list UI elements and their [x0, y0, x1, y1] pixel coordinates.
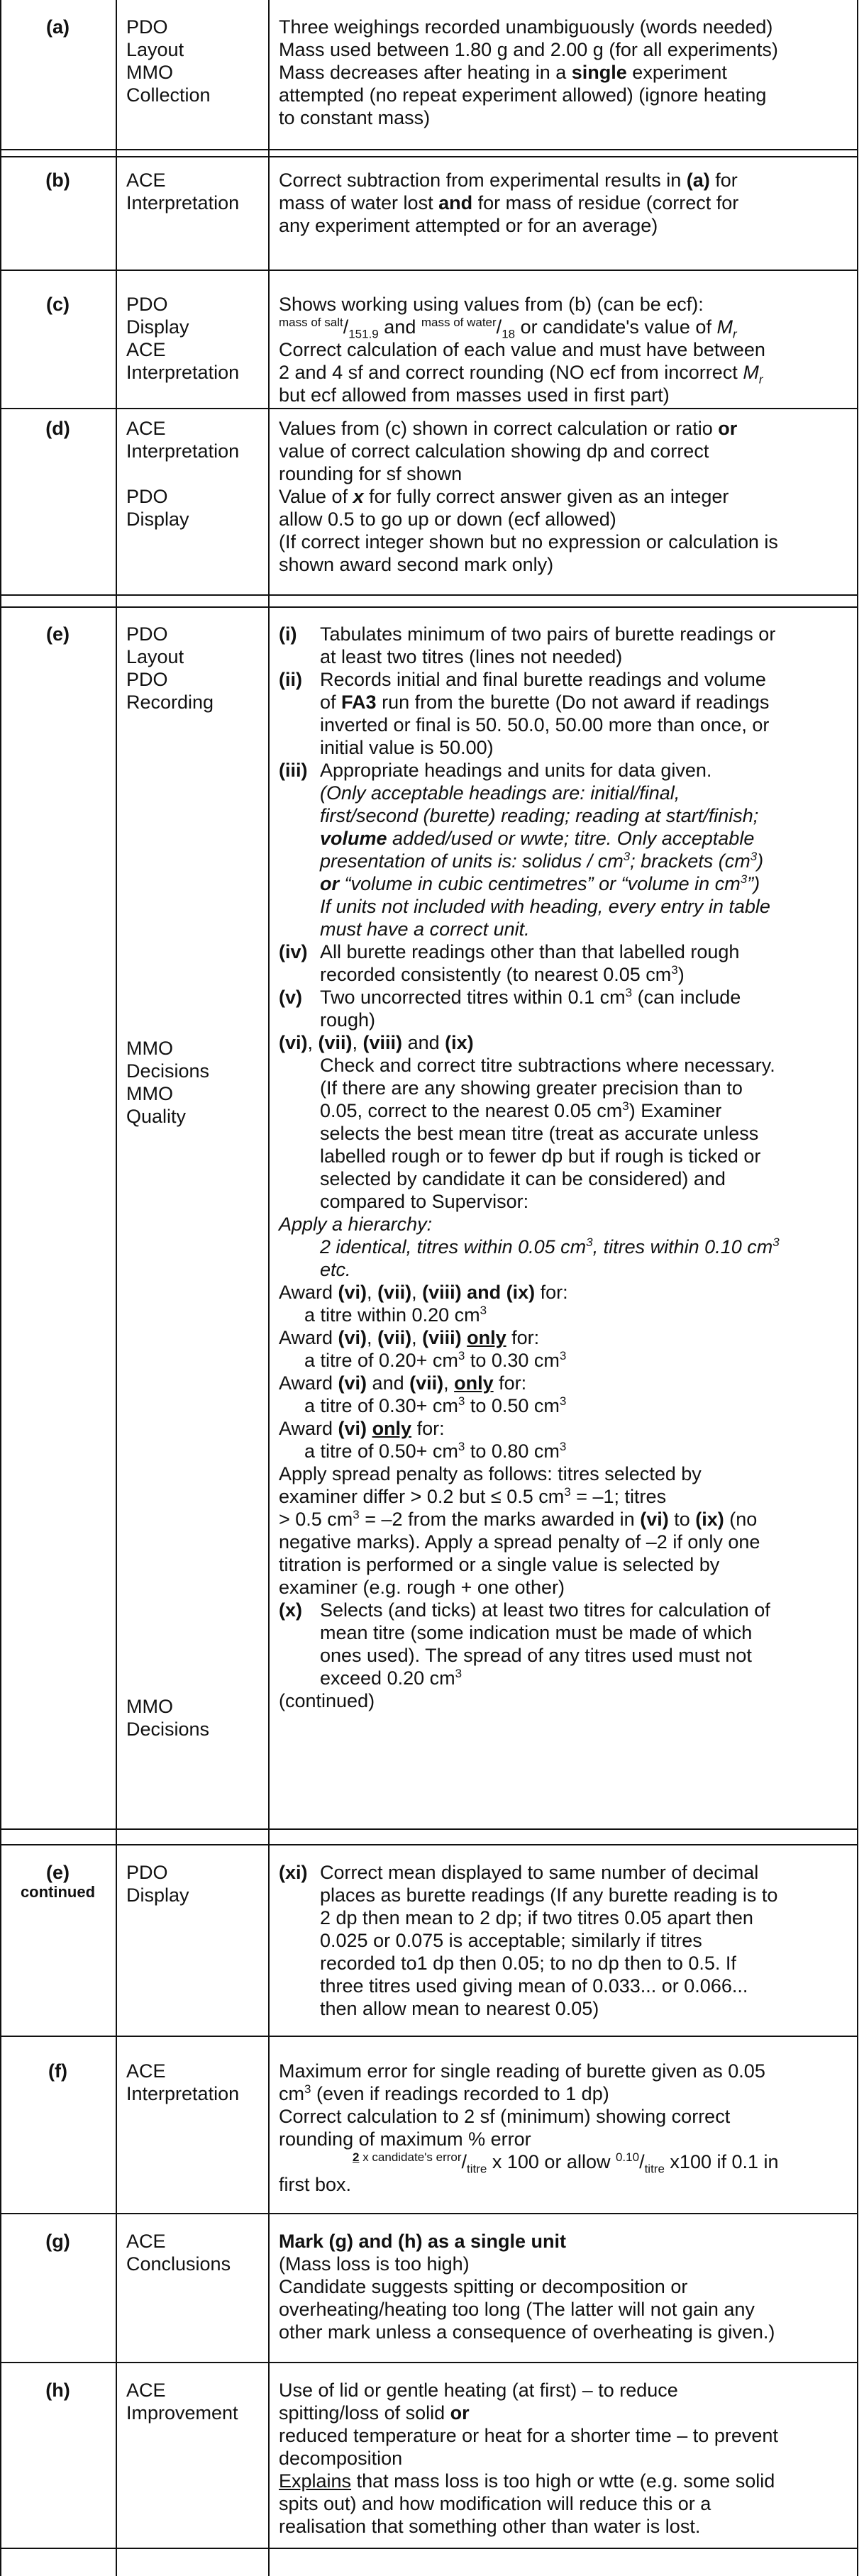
text-line: examiner differ > 0.2 but ≤ 0.5 $cm^3 = -1$; titres	[279, 1485, 667, 1507]
column-divider	[0, 0, 1, 2576]
skill: Recording	[126, 692, 214, 713]
text-line: (If correct integer shown but no expression or calculation is	[279, 531, 778, 553]
skill: Conclusions	[126, 2253, 231, 2275]
text-line: volume added/used or wwte; titre. Only acceptable	[320, 828, 755, 849]
text-line: mass of water lost and for mass of residue (correct for	[279, 192, 739, 213]
text-line: labelled rough or to fewer dp but if rough is ticked or	[320, 1145, 761, 1167]
text-line: Mass decreases after heating in a single experiment	[279, 62, 727, 83]
text-line: a titre within 0.20 $cm^3$	[304, 1304, 487, 1326]
text-line: a titre of $0.30+ cm^3$ to 0.50 $cm^3$	[304, 1394, 567, 1416]
part-label: (e)	[46, 623, 70, 645]
skill: MMO	[126, 62, 173, 83]
text-line: rounding for sf shown	[279, 463, 463, 484]
text-line: Value of x for fully correct answer given as an integer	[279, 486, 729, 507]
mark-points	[279, 16, 857, 129]
text-line: a titre of $0.20+ cm^3$ to 0.30 $cm^3$	[304, 1349, 567, 1371]
text-line: (i) Tabulates minimum of two pairs of burette readings or	[279, 623, 776, 645]
text-line: 2 dp then mean to 2 dp; if two titres 0.05 apart then	[320, 1907, 753, 1928]
text-line: (iv) All burette readings other than that labelled rough	[279, 941, 740, 962]
text-line: places as burette readings (If any burette reading is to	[320, 1884, 778, 1906]
text-line: any experiment attempted or for an average)	[279, 215, 658, 236]
skill: PDO	[126, 623, 168, 645]
text-line: (vi), (vii), (viii) and (ix)	[279, 1032, 474, 1053]
text-line: $^{mass of salt}/_{151.9}$ and $^{mass of water}/_{18}$ or candidate's value of $M_r$	[279, 316, 737, 341]
skill-list	[126, 16, 268, 106]
part-label: (c)	[46, 294, 70, 315]
row-divider	[0, 270, 858, 271]
column-divider	[268, 0, 270, 2576]
row-h	[0, 2362, 858, 2548]
text-line: (x) Selects (and ticks) at least two titres for calculation of	[279, 1599, 770, 1621]
part-label: (a)	[46, 16, 70, 38]
mark-points	[279, 623, 857, 1712]
text-line: Maximum error for single reading of burette given as 0.05	[279, 2060, 765, 2082]
text-line: first box.	[279, 2174, 352, 2195]
text-line: etc.	[320, 1259, 351, 1280]
text-line: negative marks). Apply a spread penalty of –2 if only one	[279, 1531, 760, 1553]
text-line: (iii) Appropriate headings and units for data given.	[279, 760, 712, 781]
row-divider	[0, 408, 858, 409]
text-line: If units not included with heading, every entry in table	[320, 896, 770, 917]
text-line: but ecf allowed from masses used in first part)	[279, 384, 670, 406]
text-line: attempted (no repeat experiment allowed) (ignore heating	[279, 84, 767, 106]
skill-list	[126, 1861, 268, 1906]
text-line: spits out) and how modification will reduce this or a	[279, 2493, 711, 2514]
text-line: shown award second mark only)	[279, 554, 554, 575]
text-line: or “volume in cubic centimetres” or “volume in $cm^3$”)	[320, 872, 760, 894]
column-divider	[857, 0, 858, 2576]
row-divider	[0, 1844, 858, 1845]
text-line: > 0.5 $cm^3 = -2$ from the marks awarded in (vi) to (ix) (no	[279, 1508, 758, 1530]
row-divider	[0, 2036, 858, 2037]
mark-points	[279, 2379, 857, 2538]
text-line: (xi) Correct mean displayed to same number of decimal	[279, 1862, 759, 1883]
row-divider	[0, 606, 858, 608]
text-line: reduced temperature or heat for a shorter time – to prevent	[279, 2425, 778, 2446]
text-line: presentation of units is: solidus / $cm^3$; brackets $(cm^3)$	[320, 850, 764, 872]
skill: Decisions	[126, 1719, 210, 1740]
skill-list	[126, 2230, 268, 2275]
skill-list	[126, 2379, 268, 2424]
text-line: mean titre (some indication must be made of which	[320, 1622, 753, 1643]
text-line: Apply a hierarchy:	[279, 1214, 433, 1235]
text-line: Use of lid or gentle heating (at first) – to reduce	[279, 2380, 678, 2401]
skill: Interpretation	[126, 362, 240, 383]
row-divider	[0, 594, 858, 596]
row-divider	[0, 2548, 858, 2549]
text-line: Check and correct titre subtractions where necessary.	[320, 1055, 775, 1076]
row-f	[0, 2043, 858, 2213]
text-line: compared to Supervisor:	[320, 1191, 529, 1212]
text-line: Mass used between 1.80 g and 2.00 g (for all experiments)	[279, 39, 778, 60]
row-e-continued	[0, 1844, 858, 2036]
text-line: 0.05, correct to the nearest 0.05 $cm^3$) Examiner	[320, 1099, 722, 1121]
mark-points	[279, 2230, 857, 2343]
text-line: three titres used giving mean of 0.033... or 0.066...	[320, 1975, 748, 1997]
text-line: Candidate suggests spitting or decomposition or	[279, 2276, 688, 2297]
mark-points	[279, 2060, 857, 2196]
text-line: Award (vi), (vii), (viii) only for:	[279, 1327, 540, 1348]
text-line: first/second (burette) reading; reading at start/finish;	[320, 805, 759, 826]
text-line: rounding of maximum % error	[279, 2128, 531, 2150]
text-line: (v) Two uncorrected titres within 0.1 $cm^3$ (can include	[279, 986, 741, 1008]
text-line: exceed 0.20 $cm^3$	[320, 1667, 463, 1689]
text-line: value of correct calculation showing dp and correct	[279, 440, 709, 462]
skill: ACE	[126, 170, 166, 191]
row-divider	[0, 2213, 858, 2214]
skill: PDO	[126, 16, 168, 38]
row-g	[0, 2213, 858, 2362]
row-divider	[0, 156, 858, 157]
text-line: ones used). The spread of any titres used must not	[320, 1645, 752, 1666]
skill: Interpretation	[126, 192, 240, 213]
text-line: Shows working using values from (b) (can be ecf):	[279, 294, 704, 315]
part-label: (e) continued	[20, 1862, 96, 1901]
skill-list	[126, 293, 268, 384]
text-line: overheating/heating too long (The latter will not gain any	[279, 2299, 755, 2320]
text-line: initial value is 50.00)	[320, 737, 494, 758]
text-line: recorded consistently (to nearest 0.05 $cm^3$)	[320, 963, 685, 985]
row-divider	[0, 2362, 858, 2363]
skill: MMO	[126, 1696, 173, 1717]
mark-points	[279, 169, 857, 237]
text-line: examiner (e.g. rough + one other)	[279, 1577, 565, 1598]
row-d	[0, 410, 858, 593]
text-line: (If there are any showing greater precision than to	[320, 1077, 743, 1099]
mark-points	[279, 417, 857, 576]
text-line: Award (vi), (vii), (viii) and (ix) for:	[279, 1282, 568, 1303]
skill: MMO	[126, 1083, 173, 1104]
skill: PDO	[126, 669, 168, 690]
skill: Decisions	[126, 1060, 210, 1082]
skill-list	[126, 417, 268, 531]
text-line: allow 0.5 to go up or down (ecf allowed)	[279, 509, 616, 530]
text-line: rough)	[320, 1009, 376, 1031]
skill: Interpretation	[126, 440, 240, 462]
text-line: a titre of $0.50+ cm^3$ to 0.80 $cm^3$	[304, 1440, 567, 1462]
skill: Layout	[126, 39, 184, 60]
text-line: 0.025 or 0.075 is acceptable; similarly if titres	[320, 1930, 702, 1951]
text-line: $cm^3$ (even if readings recorded to 1 dp)	[279, 2082, 609, 2104]
skill: ACE	[126, 2060, 166, 2082]
text-line: Values from (c) shown in correct calculation or ratio or	[279, 418, 738, 439]
text-line: Apply spread penalty as follows: titres selected by	[279, 1463, 702, 1484]
skill: Layout	[126, 646, 184, 667]
part-label: (g)	[45, 2231, 70, 2252]
text-line: titration is performed or a single value is selected by	[279, 1554, 720, 1575]
text-line: must have a correct unit.	[320, 918, 530, 940]
skill-list	[126, 2060, 268, 2105]
part-label: (f)	[48, 2060, 67, 2082]
skill: ACE	[126, 339, 166, 360]
row-divider	[0, 1828, 858, 1830]
skill-list	[126, 1037, 268, 1128]
skill-list	[126, 1695, 268, 1741]
row-b	[0, 156, 858, 270]
column-divider	[116, 0, 117, 2576]
text-line: Three weighings recorded unambiguously (words needed)	[279, 16, 773, 38]
skill: Display	[126, 509, 189, 530]
text-line: Correct calculation of each value and must have between	[279, 339, 765, 360]
text-line: Correct calculation to 2 sf (minimum) showing correct	[279, 2106, 731, 2127]
text-line: other mark unless a consequence of overheating is given.)	[279, 2321, 775, 2343]
skill-list	[126, 623, 268, 714]
text-line: (ii) Records initial and final burette readings and volume	[279, 669, 766, 690]
text-line: recorded to1 dp then 0.05; to no dp then to 0.5. If	[320, 1953, 736, 1974]
text-line: spitting/loss of solid or	[279, 2402, 470, 2424]
skill: Display	[126, 316, 189, 338]
text-line: Award (vi) only for:	[279, 1418, 445, 1439]
skill: PDO	[126, 1862, 168, 1883]
text-line: to constant mass)	[279, 107, 431, 128]
skill: ACE	[126, 418, 166, 439]
skill: MMO	[126, 1038, 173, 1059]
skill: ACE	[126, 2231, 166, 2252]
text-line: Award (vi) and (vii), only for:	[279, 1372, 527, 1394]
part-label: (d)	[45, 418, 70, 439]
text-line: 2 and 4 sf and correct rounding (NO ecf from incorrect $M_r$	[279, 362, 763, 387]
mark-points	[279, 293, 857, 406]
text-line: $^2$ $^{x candidate's error}/_{titre}$ x 100 or allow $^{0.10}/_{titre}$ x100 if 0.1 in	[353, 2150, 779, 2176]
text-line: selects the best mean titre (treat as accurate unless	[320, 1123, 759, 1144]
skill: PDO	[126, 294, 168, 315]
text-line: (Only acceptable headings are: initial/final,	[320, 782, 680, 804]
part-label: (h)	[45, 2380, 70, 2401]
row-a	[0, 0, 858, 149]
skill: ACE	[126, 2380, 166, 2401]
row-c	[0, 280, 858, 408]
text-line: selected by candidate it can be considered) and	[320, 1168, 726, 1189]
row-divider	[0, 149, 858, 150]
text-line: of FA3 run from the burette (Do not award if readings	[320, 692, 770, 713]
skill: Quality	[126, 1106, 187, 1127]
skill: PDO	[126, 486, 168, 507]
skill: Collection	[126, 84, 211, 106]
skill: Interpretation	[126, 2083, 240, 2104]
text-line: at least two titres (lines not needed)	[320, 646, 623, 667]
text-line: Mark (g) and (h) as a single unit	[279, 2231, 567, 2252]
text-line: 2 identical, titres within 0.05 $cm^3$, titres within 0.10 $cm^3$	[320, 1236, 780, 1258]
skill: Improvement	[126, 2402, 238, 2424]
text-line: Explains that mass loss is too high or wtte (e.g. some solid	[279, 2470, 775, 2492]
text-line: Correct subtraction from experimental results in (a) for	[279, 170, 738, 191]
row-e	[0, 609, 858, 1828]
text-line: decomposition	[279, 2448, 403, 2469]
part-label: (b)	[45, 170, 70, 191]
skill-list	[126, 169, 268, 214]
skill: Display	[126, 1884, 189, 1906]
text-line: (continued)	[279, 1690, 375, 1711]
text-line: realisation that something other than water is lost.	[279, 2516, 701, 2537]
text-line: (Mass loss is too high)	[279, 2253, 470, 2275]
text-line: then allow mean to nearest 0.05)	[320, 1998, 599, 2019]
mark-points	[279, 1861, 857, 2020]
text-line: inverted or final is 50. 50.0, 50.00 more than once, or	[320, 714, 770, 735]
